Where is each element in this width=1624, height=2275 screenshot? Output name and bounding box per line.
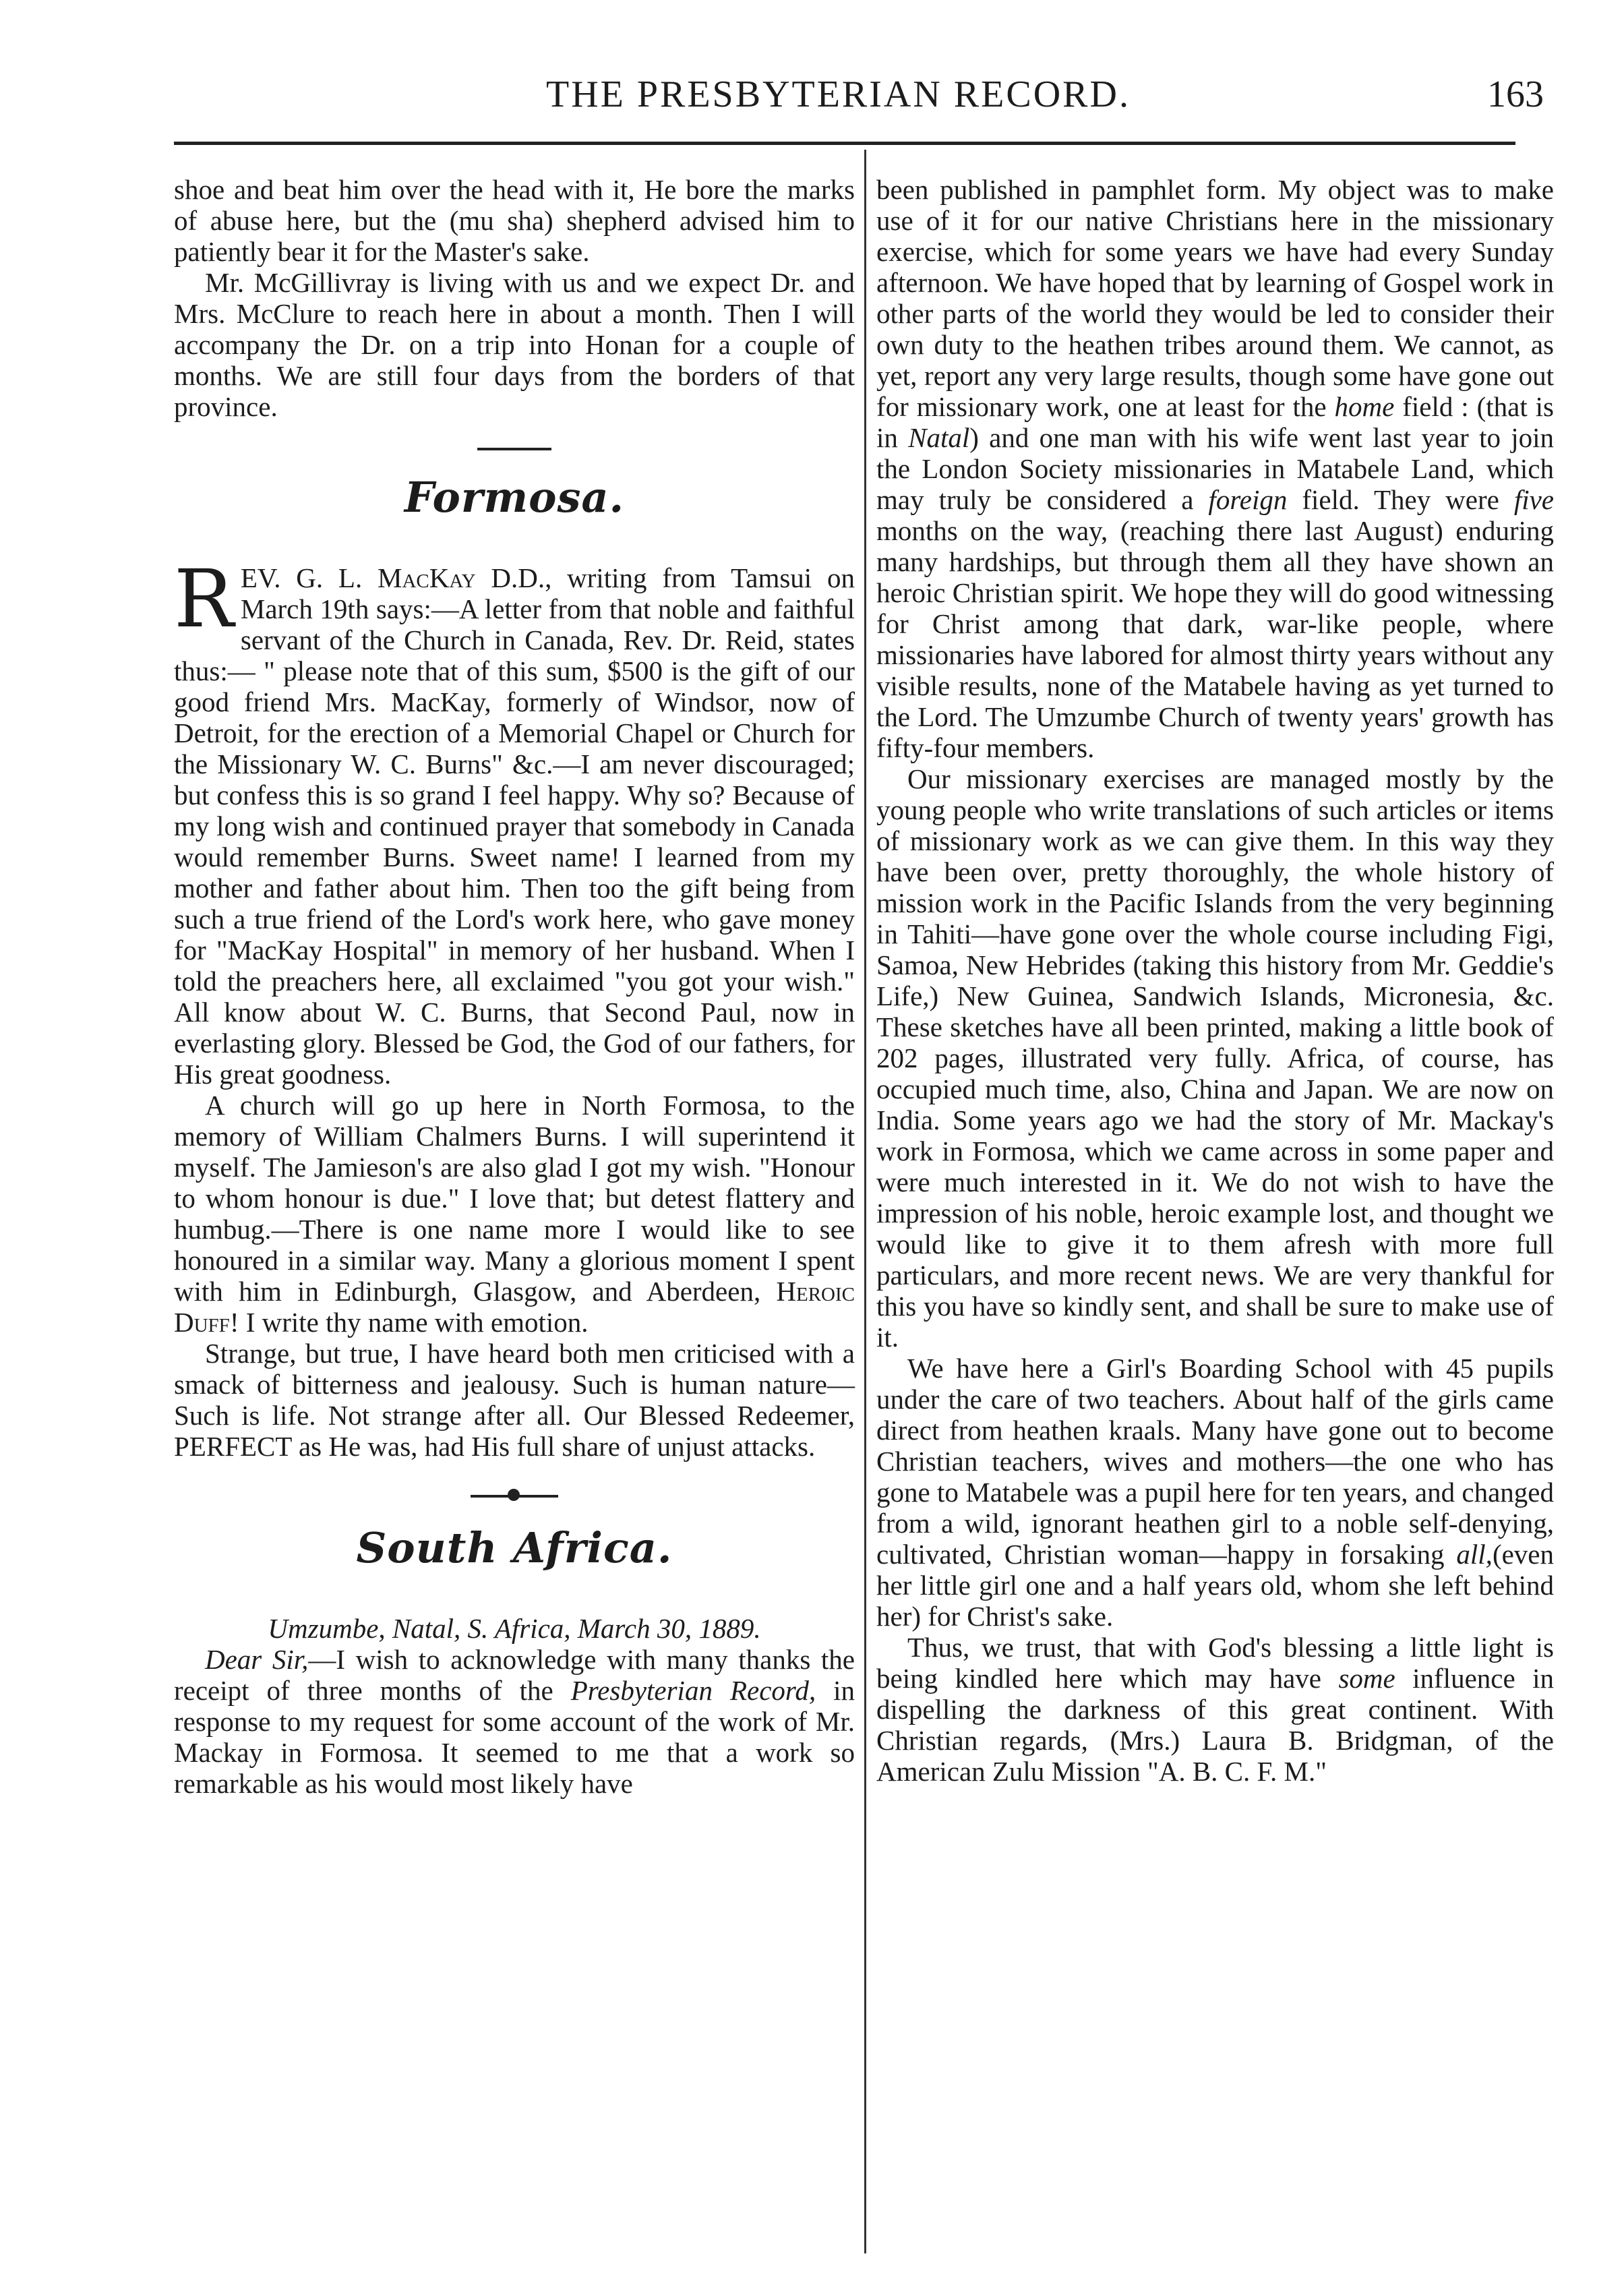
dateline-date: March 30, 1889. bbox=[570, 1613, 761, 1644]
text-run: influence in dispelling the darkness of this great continent. With Christian regards, (Mrs.) Laura B. Bridgman, of the American Zulu Mission "A. B. C. F. M." bbox=[876, 1663, 1554, 1787]
closing-paragraph bbox=[876, 1632, 1554, 1787]
right-column bbox=[876, 174, 1554, 1787]
text-run: (even her little girl one and a half years old, whom she left behind her) for Christ's sake. bbox=[876, 1539, 1554, 1632]
text-run-italic: home bbox=[1334, 391, 1395, 422]
text-run: ) and one man with his wife went last year to join the London Society missionaries in Matabele Land, which may truly be considered a bbox=[876, 422, 1554, 515]
formosa-church-paragraph bbox=[174, 1090, 855, 1338]
header-rule bbox=[174, 142, 1515, 145]
text-run: field : (that is in bbox=[876, 391, 1554, 453]
section-separator bbox=[477, 448, 551, 450]
drop-cap: R bbox=[174, 552, 234, 645]
column-divider bbox=[864, 150, 866, 2253]
formosa-church-text: A church will go up here in North Formosa, to the memory of William Chalmers Burns. I will superintend it myself. The Jamieson's are also glad I got my wish. "Honour to whom honour is due." I love that; but detest flattery and humbug.—There is one name more I would like to see honoured in a similar way. Many a glorious moment I spent with him in Edinburgh, Glasgow, and Aberdeen, bbox=[174, 1090, 855, 1307]
china-closing-paragraph: Mr. McGillivray is living with us and we expect Dr. and Mrs. McClure to reach here in about a month. Then I will accompany the Dr. on a trip into Honan for a couple of months. We are still four days from the borders of that province. bbox=[174, 267, 855, 422]
africa-letter-text: —I wish to acknowledge with many thanks the receipt of three months of the bbox=[174, 1644, 855, 1706]
publication-ref: Presbyterian Record, bbox=[570, 1675, 816, 1706]
africa-continued-paragraph bbox=[876, 174, 1554, 763]
salutation: Dear Sir, bbox=[205, 1644, 309, 1675]
south-africa-heading: South Africa. bbox=[356, 1523, 673, 1572]
dot-separator bbox=[471, 1489, 558, 1501]
missionary-exercises-paragraph: Our missionary exercises are managed mostly by the young people who write translations of such articles or items of missionary work as we can give them. In this way they have been over, pretty thoroughly, the whole history of mission work in the Pacific Islands from the very beginning in Tahiti—have gone over the whole course including Figi, Samoa, New Hebrides (taking this history from Mr. Geddie's Life,) New Guinea, Sandwich Islands, Micronesia, &c. These sketches have all been printed, making a little book of 202 pages, illustrated very fully. Africa, of course, has occupied much time, also, China and Japan. We are now on India. Some years ago we had the story of Mr. Mackay's work in Formosa, which we came across in some paper and were much interested in it. We do not wish to have the impression of his noble, heroic example lost, and thought we would like to give it to them afresh with more full particulars, and more recent news. We are very thankful for this you have so kindly sent, and shall be sure to make use of it. bbox=[876, 763, 1554, 1353]
page-header bbox=[162, 73, 1544, 127]
text-run-italic: all, bbox=[1456, 1539, 1493, 1570]
formosa-heading: Formosa. bbox=[404, 473, 625, 522]
formosa-letter-paragraph bbox=[174, 552, 855, 1090]
letter-dateline bbox=[174, 1613, 855, 1644]
left-column bbox=[174, 174, 855, 1799]
china-continued-paragraph: shoe and beat him over the head with it, He bore the marks of abuse here, but the (mu sha) shepherd advised him to patiently bear it for the Master's sake. bbox=[174, 174, 855, 267]
africa-letter-text-end: in response to my request for some account of the work of Mr. Mackay in Formosa. It seemed to me that a work so remarkable as his would most likely have bbox=[174, 1675, 855, 1799]
text-run: We have here a Girl's Boarding School with 45 pupils under the care of two teachers. About half of the girls came direct from heathen kraals. Many have gone out to become Christian teachers, wives and mothers—the one who has gone to Matabele was a pupil here for ten years, and changed from a wild, ignorant heathen girl to a noble self-denying, cultivated, Christian woman—happy in forsaking bbox=[876, 1353, 1554, 1570]
text-run-italic: Natal bbox=[908, 422, 970, 453]
text-run-italic: five bbox=[1513, 484, 1554, 515]
page-number: 163 bbox=[1487, 73, 1544, 115]
text-run: Thus, we trust, that with God's blessing a little light is being kindled here which may have bbox=[876, 1632, 1554, 1694]
boarding-school-paragraph bbox=[876, 1353, 1554, 1632]
heroic-duff-text: Heroic Duff bbox=[174, 1276, 855, 1338]
dateline-place: Umzumbe, Natal, S. Africa, bbox=[268, 1613, 571, 1644]
africa-letter-paragraph bbox=[174, 1644, 855, 1799]
formosa-letter-text: writing from Tamsui on March 19th says:—A letter from that noble and faithful servant of the Church in Canada, Rev. Dr. Reid, states thus:— " please note that of this sum, $500 is the gift of our good friend Mrs. MacKay, formerly of Windsor, now of Detroit, for the erection of a Memorial Chapel or Church for the Missionary W. C. Burns" &c.—I am never discouraged; but confess this is so grand I feel happy. Why so? Because of my long wish and continued prayer that somebody in Canada would remember Burns. Sweet name! I learned from my mother and father about him. Then too the gift being from such a true friend of the Lord's work here, who gave money for "MacKay Hospital" in memory of her husband. When I told the preachers here, all exclaimed "you got your wish." All know about W. C. Burns, that Second Paul, now in everlasting glory. Blessed be God, the God of our fathers, for His great goodness. bbox=[174, 562, 855, 1090]
author-name: EV. G. L. MacKay D.D., bbox=[240, 562, 552, 593]
text-run-italic: foreign bbox=[1208, 484, 1288, 515]
formosa-closing-paragraph: Strange, but true, I have heard both men criticised with a smack of bitterness and jealousy. Such is human nature—Such is life. Not strange after all. Our Blessed Redeemer, PERFECT as He was, had His full share of unjust attacks. bbox=[174, 1338, 855, 1462]
formosa-church-end: ! I write thy name with emotion. bbox=[229, 1307, 589, 1338]
text-run: been published in pamphlet form. My object was to make use of it for our native Christians here in the missionary exercise, which for some years we have had every Sunday afternoon. We have hoped that by learning of Gospel work in other parts of the world they would be led to consider their own duty to the heathen tribes around them. We cannot, as yet, report any very large results, though some have gone out for missionary work, one at least for the bbox=[876, 174, 1554, 422]
text-run-italic: some bbox=[1338, 1663, 1395, 1694]
text-run: months on the way, (reaching there last August) enduring many hardships, but through them all they have shown an heroic Christian spirit. We hope they will do good witnessing for Christ among that dark, war-like people, where missionaries have labored for almost thirty years without any visible results, none of the Matabele having as yet turned to the Lord. The Umzumbe Church of twenty years' growth has fifty-four members. bbox=[876, 515, 1554, 763]
text-run: field. They were bbox=[1287, 484, 1514, 515]
publication-title: THE PRESBYTERIAN RECORD. bbox=[546, 73, 1131, 115]
